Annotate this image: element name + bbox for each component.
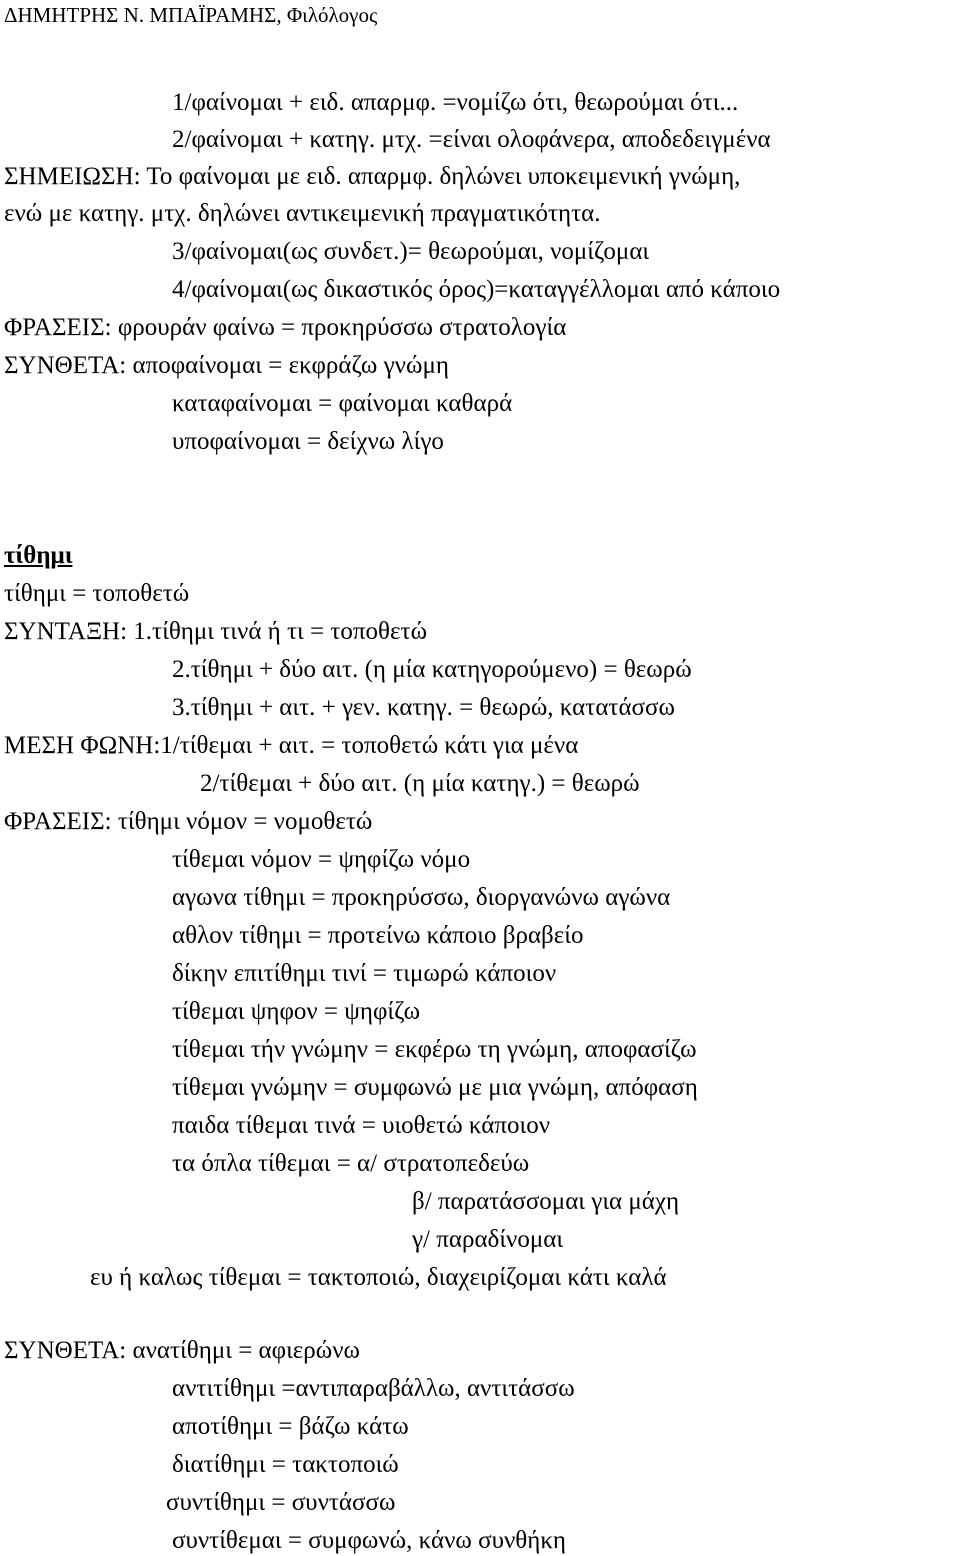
faino-compounds-2: καταφαίνομαι = φαίνομαι καθαρά: [172, 390, 513, 417]
tithemi-middle-voice-1: ΜΕΣΗ ΦΩΝΗ:1/τίθεμαι + αιτ. = τοποθετώ κάτι για μένα: [4, 732, 579, 759]
tithemi-phrase: παιδα τίθεμαι τινά = υιοθετώ κάποιον: [172, 1112, 551, 1139]
faino-meaning-3: 3/φαίνομαι(ως συνδετ.)= θεωρούμαι, νομίζομαι: [172, 238, 650, 265]
faino-meaning-1: 1/φαίνομαι + ειδ. απαρμφ. =νομίζω ότι, θεωρούμαι ότι...: [172, 89, 739, 116]
tithemi-phrase: αγωνα τίθημι = προκηρύσσω, διοργανώνω αγώνα: [172, 884, 671, 911]
tithemi-phrase: τίθεμαι νόμον = ψηφίζω νόμο: [172, 846, 471, 873]
tithemi-compound: συντίθεμαι = συμφωνώ, κάνω συνθήκη: [172, 1527, 566, 1554]
tithemi-phrase: ΦΡΑΣΕΙΣ: τίθημι νόμον = νομοθετώ: [4, 808, 373, 835]
faino-compounds-1: ΣΥΝΘΕΤΑ: αποφαίνομαι = εκφράζω γνώμη: [4, 352, 449, 379]
faino-meaning-4: 4/φαίνομαι(ως δικαστικός όρος)=καταγγέλλομαι από κάποιο: [172, 276, 781, 303]
tithemi-syntax-1: ΣΥΝΤΑΞΗ: 1.τίθημι τινά ή τι = τοποθετώ: [4, 618, 428, 645]
tithemi-syntax-3: 3.τίθημι + αιτ. + γεν. κατηγ. = θεωρώ, κατατάσσω: [172, 694, 675, 721]
tithemi-heading: τίθημι: [4, 542, 73, 569]
tithemi-middle-voice-2: 2/τίθεμαι + δύο αιτ. (η μία κατηγ.) = θεωρώ: [200, 770, 640, 797]
tithemi-phrase: τίθεμαι γνώμην = συμφωνώ με μια γνώμη, απόφαση: [172, 1074, 698, 1101]
tithemi-phrase: γ/ παραδίνομαι: [412, 1226, 564, 1253]
tithemi-meaning: τίθημι = τοποθετώ: [4, 580, 190, 607]
tithemi-compound: συντίθημι = συντάσσω: [166, 1489, 396, 1516]
tithemi-phrase: δίκην επιτίθημι τινί = τιμωρώ κάποιον: [172, 960, 557, 987]
faino-phrases: ΦΡΑΣΕΙΣ: φρουράν φαίνω = προκηρύσσω στρατολογία: [4, 314, 567, 341]
tithemi-compound: ΣΥΝΘΕΤΑ: ανατίθημι = αφιερώνω: [4, 1337, 360, 1364]
page-header: ΔΗΜΗΤΡΗΣ Ν. ΜΠΑΪΡΑΜΗΣ, Φιλόλογος: [4, 3, 378, 27]
tithemi-phrase: αθλον τίθημι = προτείνω κάποιο βραβείο: [172, 922, 584, 949]
tithemi-compound: αντιτίθημι =αντιπαραβάλλω, αντιτάσσω: [172, 1375, 575, 1402]
faino-note-line-2: ενώ με κατηγ. μτχ. δηλώνει αντικειμενική πραγματικότητα.: [4, 200, 601, 227]
faino-note-line-1: ΣΗΜΕΙΩΣΗ: Το φαίνομαι με ειδ. απαρμφ. δηλώνει υποκειμενική γνώμη,: [4, 163, 741, 190]
faino-compounds-3: υποφαίνομαι = δείχνω λίγο: [172, 428, 444, 455]
tithemi-phrase: τίθεμαι ψηφον = ψηφίζω: [172, 998, 421, 1025]
tithemi-compound: διατίθημι = τακτοποιώ: [172, 1451, 399, 1478]
tithemi-phrase: β/ παρατάσσομαι για μάχη: [412, 1188, 680, 1215]
tithemi-syntax-2: 2.τίθημι + δύο αιτ. (η μία κατηγορούμενο) = θεωρώ: [172, 656, 692, 683]
tithemi-compound: αποτίθημι = βάζω κάτω: [172, 1413, 409, 1440]
faino-meaning-2: 2/φαίνομαι + κατηγ. μτχ. =είναι ολοφάνερα, αποδεδειγμένα: [172, 126, 771, 153]
tithemi-phrase: ευ ή καλως τίθεμαι = τακτοποιώ, διαχειρίζομαι κάτι καλά: [90, 1264, 667, 1291]
tithemi-phrase: τίθεμαι τήν γνώμην = εκφέρω τη γνώμη, αποφασίζω: [172, 1036, 697, 1063]
tithemi-phrase: τα όπλα τίθεμαι = α/ στρατοπεδεύω: [172, 1150, 530, 1177]
